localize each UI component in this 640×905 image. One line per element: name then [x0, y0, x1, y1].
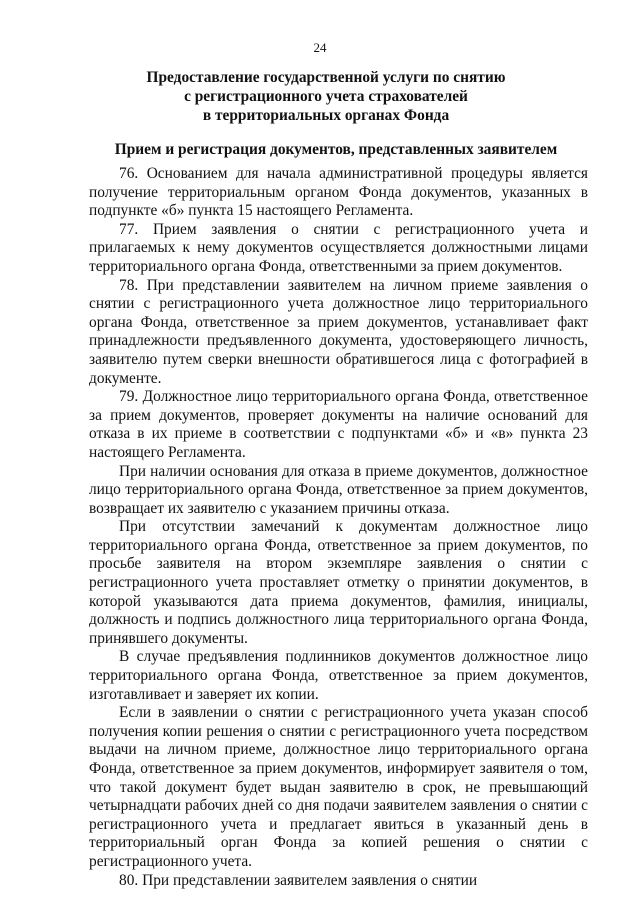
section-title-line: с регистрационного учета страхователей [184, 88, 468, 105]
document-body [89, 165, 588, 890]
paragraph-refusal: При наличии основания для отказа в приеме документов, должностное лицо территориального органа Фонда, ответственное за прием документов, возвращает их заявителю с указанием причины отказа. [89, 462, 588, 517]
paragraph-no-remarks: При отсутствии замечаний к документам должностное лицо территориального органа Фонда, ответственное за прием документов, по просьбе заявителя на втором экземпляре заявления о снятии с регистрационного учета проставляет отметку о принятии документов, в которой указываются дата приема документов, фамилия, инициалы, должность и подпись должностного лица территориального органа Фонда, принявшего документы. [89, 518, 588, 647]
section-title-line: в территориальных органах Фонда [202, 107, 450, 124]
paragraph-76: 76. Основанием для начала административной процедуры является получение территориальным органом Фонда документов, указанных в подпункте «б» пункта 15 настоящего Регламента. [89, 165, 588, 220]
paragraph-80: 80. При представлении заявителем заявления о снятии [119, 871, 478, 889]
section-title [88, 68, 564, 125]
paragraph-copy-delivery: Если в заявлении о снятии с регистрационного учета указан способ получения копии решения о снятии с регистрационного учета посредством выдачи на личном приеме, должностное лицо территориального органа Фонда, ответственное за прием документов, информирует заявителя о том, что такой документ будет выдан заявителю в срок, не превышающий четырнадцати рабочих дней со дня подачи заявителем заявления о снятии с регистрационного учета и предлагает явиться в указанный день в территориальный орган Фонда за копией решения о снятии с регистрационного учета. [89, 704, 588, 870]
page-number: 24 [313, 40, 327, 55]
subsection-title: Прием и регистрация документов, представленных заявителем [114, 141, 558, 158]
paragraph-77: 77. Прием заявления о снятии с регистрационного учета и прилагаемых к нему документов осуществляется должностными лицами территориального органа Фонда, ответственными за прием документов. [89, 220, 588, 275]
section-title-line: Предоставление государственной услуги по снятию [146, 69, 506, 86]
paragraph-78: 78. При представлении заявителем на личном приеме заявления о снятии с регистрационного учета должностное лицо территориального органа Фонда, ответственное за прием документов, устанавливает факт принадлежности предъявленного документа, удостоверяющего личность, заявителю путем сверки внешности обратившегося лица с фотографией в документе. [89, 276, 588, 387]
paragraph-originals: В случае предъявления подлинников документов должностное лицо территориального органа Фонда, ответственное за прием документов, изготавливает и заверяет их копии. [89, 648, 588, 703]
paragraph-79: 79. Должностное лицо территориального органа Фонда, ответственное за прием документов, проверяет документы на наличие оснований для отказа в их приеме в соответствии с подпунктами «б» и «в» пункта 23 настоящего Регламента. [89, 388, 588, 461]
